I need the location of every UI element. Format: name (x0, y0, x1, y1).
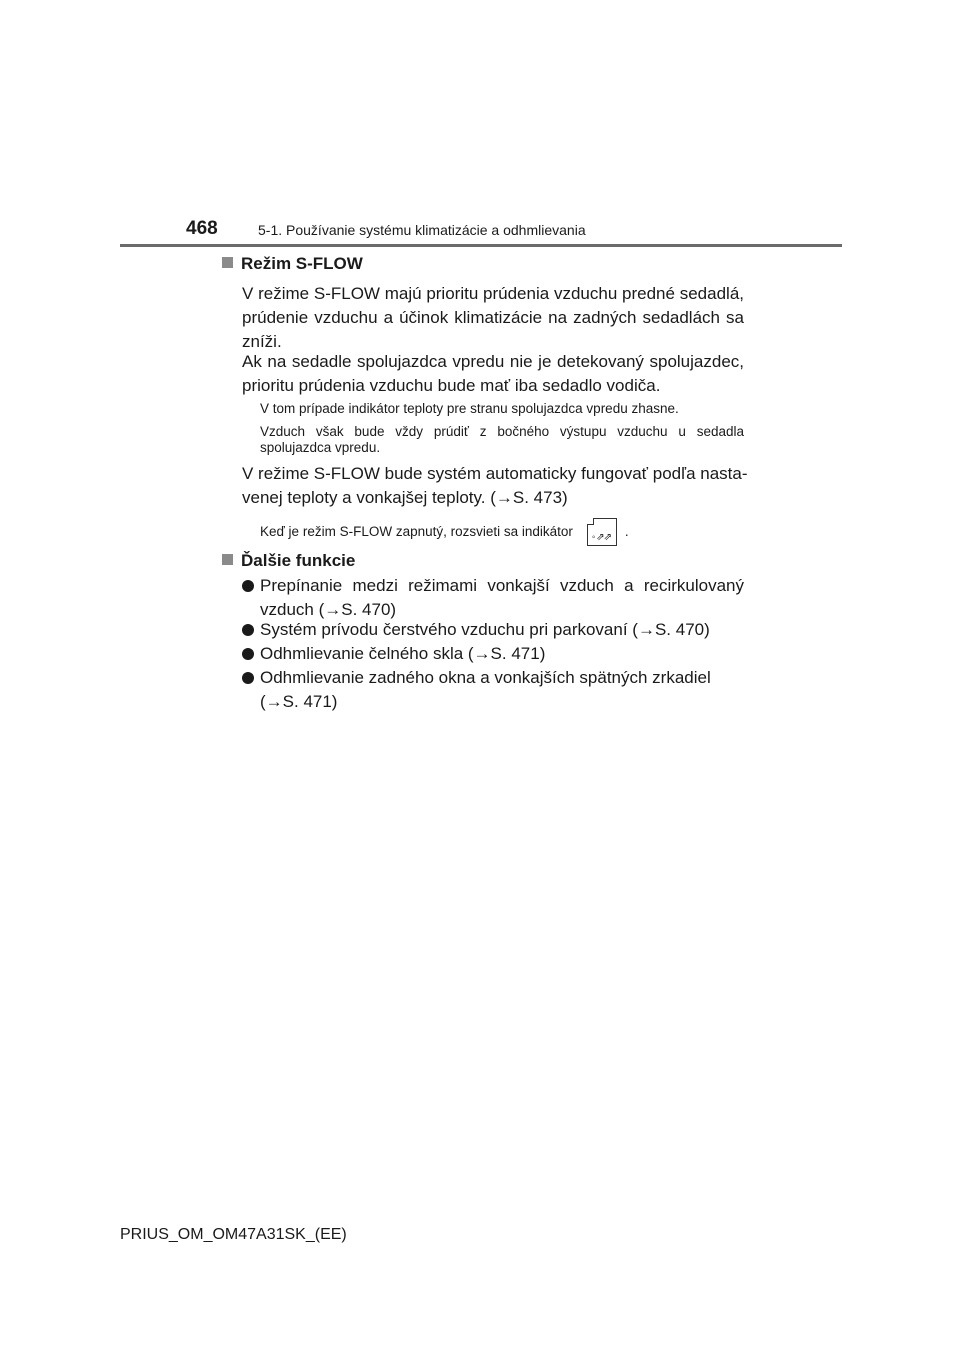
paragraph (242, 462, 748, 510)
paragraph-line: V režime S-FLOW bude systém automaticky fungovať podľa nasta- (242, 464, 748, 483)
list-item-line: Odhmlievanie čelného skla (→S. 471) (260, 644, 546, 663)
note (260, 401, 744, 417)
paragraph (242, 282, 744, 354)
paragraph-line: Ak na sedadle spolujazdca vpredu nie je detekovaný spolujazdec, (242, 352, 744, 371)
note-line: spolujazdca vpredu. (260, 440, 381, 455)
bullet-dot-icon (242, 648, 254, 660)
paragraph-line: venej teploty a vonkajšej teploty. (→S. 473) (242, 488, 568, 507)
section-heading-s-flow (222, 254, 363, 274)
bullet-dot-icon (242, 624, 254, 636)
list-item (242, 642, 744, 666)
footer-document-code: PRIUS_OM_OM47A31SK_(EE) (120, 1226, 347, 1243)
note-end: . (624, 524, 629, 539)
section-title: Režim S-FLOW (241, 254, 363, 273)
list-item-line: Odhmlievanie zadného okna a vonkajších spätných zrkadiel (260, 668, 711, 687)
note (260, 518, 744, 546)
paragraph-line: V režime S-FLOW majú prioritu prúdenia vzduchu predné sedadlá, (242, 284, 744, 303)
list-item-line: vzduch (→S. 470) (260, 600, 397, 619)
s-flow-indicator-icon (587, 518, 617, 546)
note (260, 424, 744, 456)
paragraph-line: prioritu prúdenia vzduchu bude mať iba sedadlo vodiča. (242, 376, 661, 395)
list-item-line: Systém prívodu čerstvého vzduchu pri parkovaní (→S. 470) (260, 620, 710, 639)
list-item (242, 574, 744, 622)
paragraph (242, 350, 744, 398)
note-line: V tom prípade indikátor teploty pre stranu spolujazdca vpredu zhasne. (260, 401, 679, 416)
section-heading-other-functions (222, 551, 355, 571)
paragraph-line: zníži. (242, 332, 282, 351)
list-item-line: Prepínanie medzi režimami vonkajší vzduch a recirkulovaný (260, 576, 744, 595)
list-item (242, 618, 744, 642)
bullet-dot-icon (242, 580, 254, 592)
chapter-title: 5-1. Používanie systému klimatizácie a odhmlievania (258, 222, 586, 238)
square-bullet-icon (222, 257, 233, 268)
list-item-line: (→S. 471) (260, 692, 338, 711)
note-line: Keď je režim S-FLOW zapnutý, rozsvieti sa indikátor (260, 524, 573, 539)
section-title: Ďalšie funkcie (241, 551, 356, 570)
square-bullet-icon (222, 554, 233, 565)
bullet-dot-icon (242, 672, 254, 684)
list-item (242, 666, 744, 714)
paragraph-line: prúdenie vzduchu a účinok klimatizácie na zadných sedadlách sa (242, 308, 744, 327)
note-line: Vzduch však bude vždy prúdiť z bočného výstupu vzduchu u sedadla (260, 424, 744, 439)
indicator-glyph: ◦ ⇗⇗ (591, 532, 611, 544)
header-rule (120, 244, 842, 247)
page-number: 468 (186, 218, 218, 239)
